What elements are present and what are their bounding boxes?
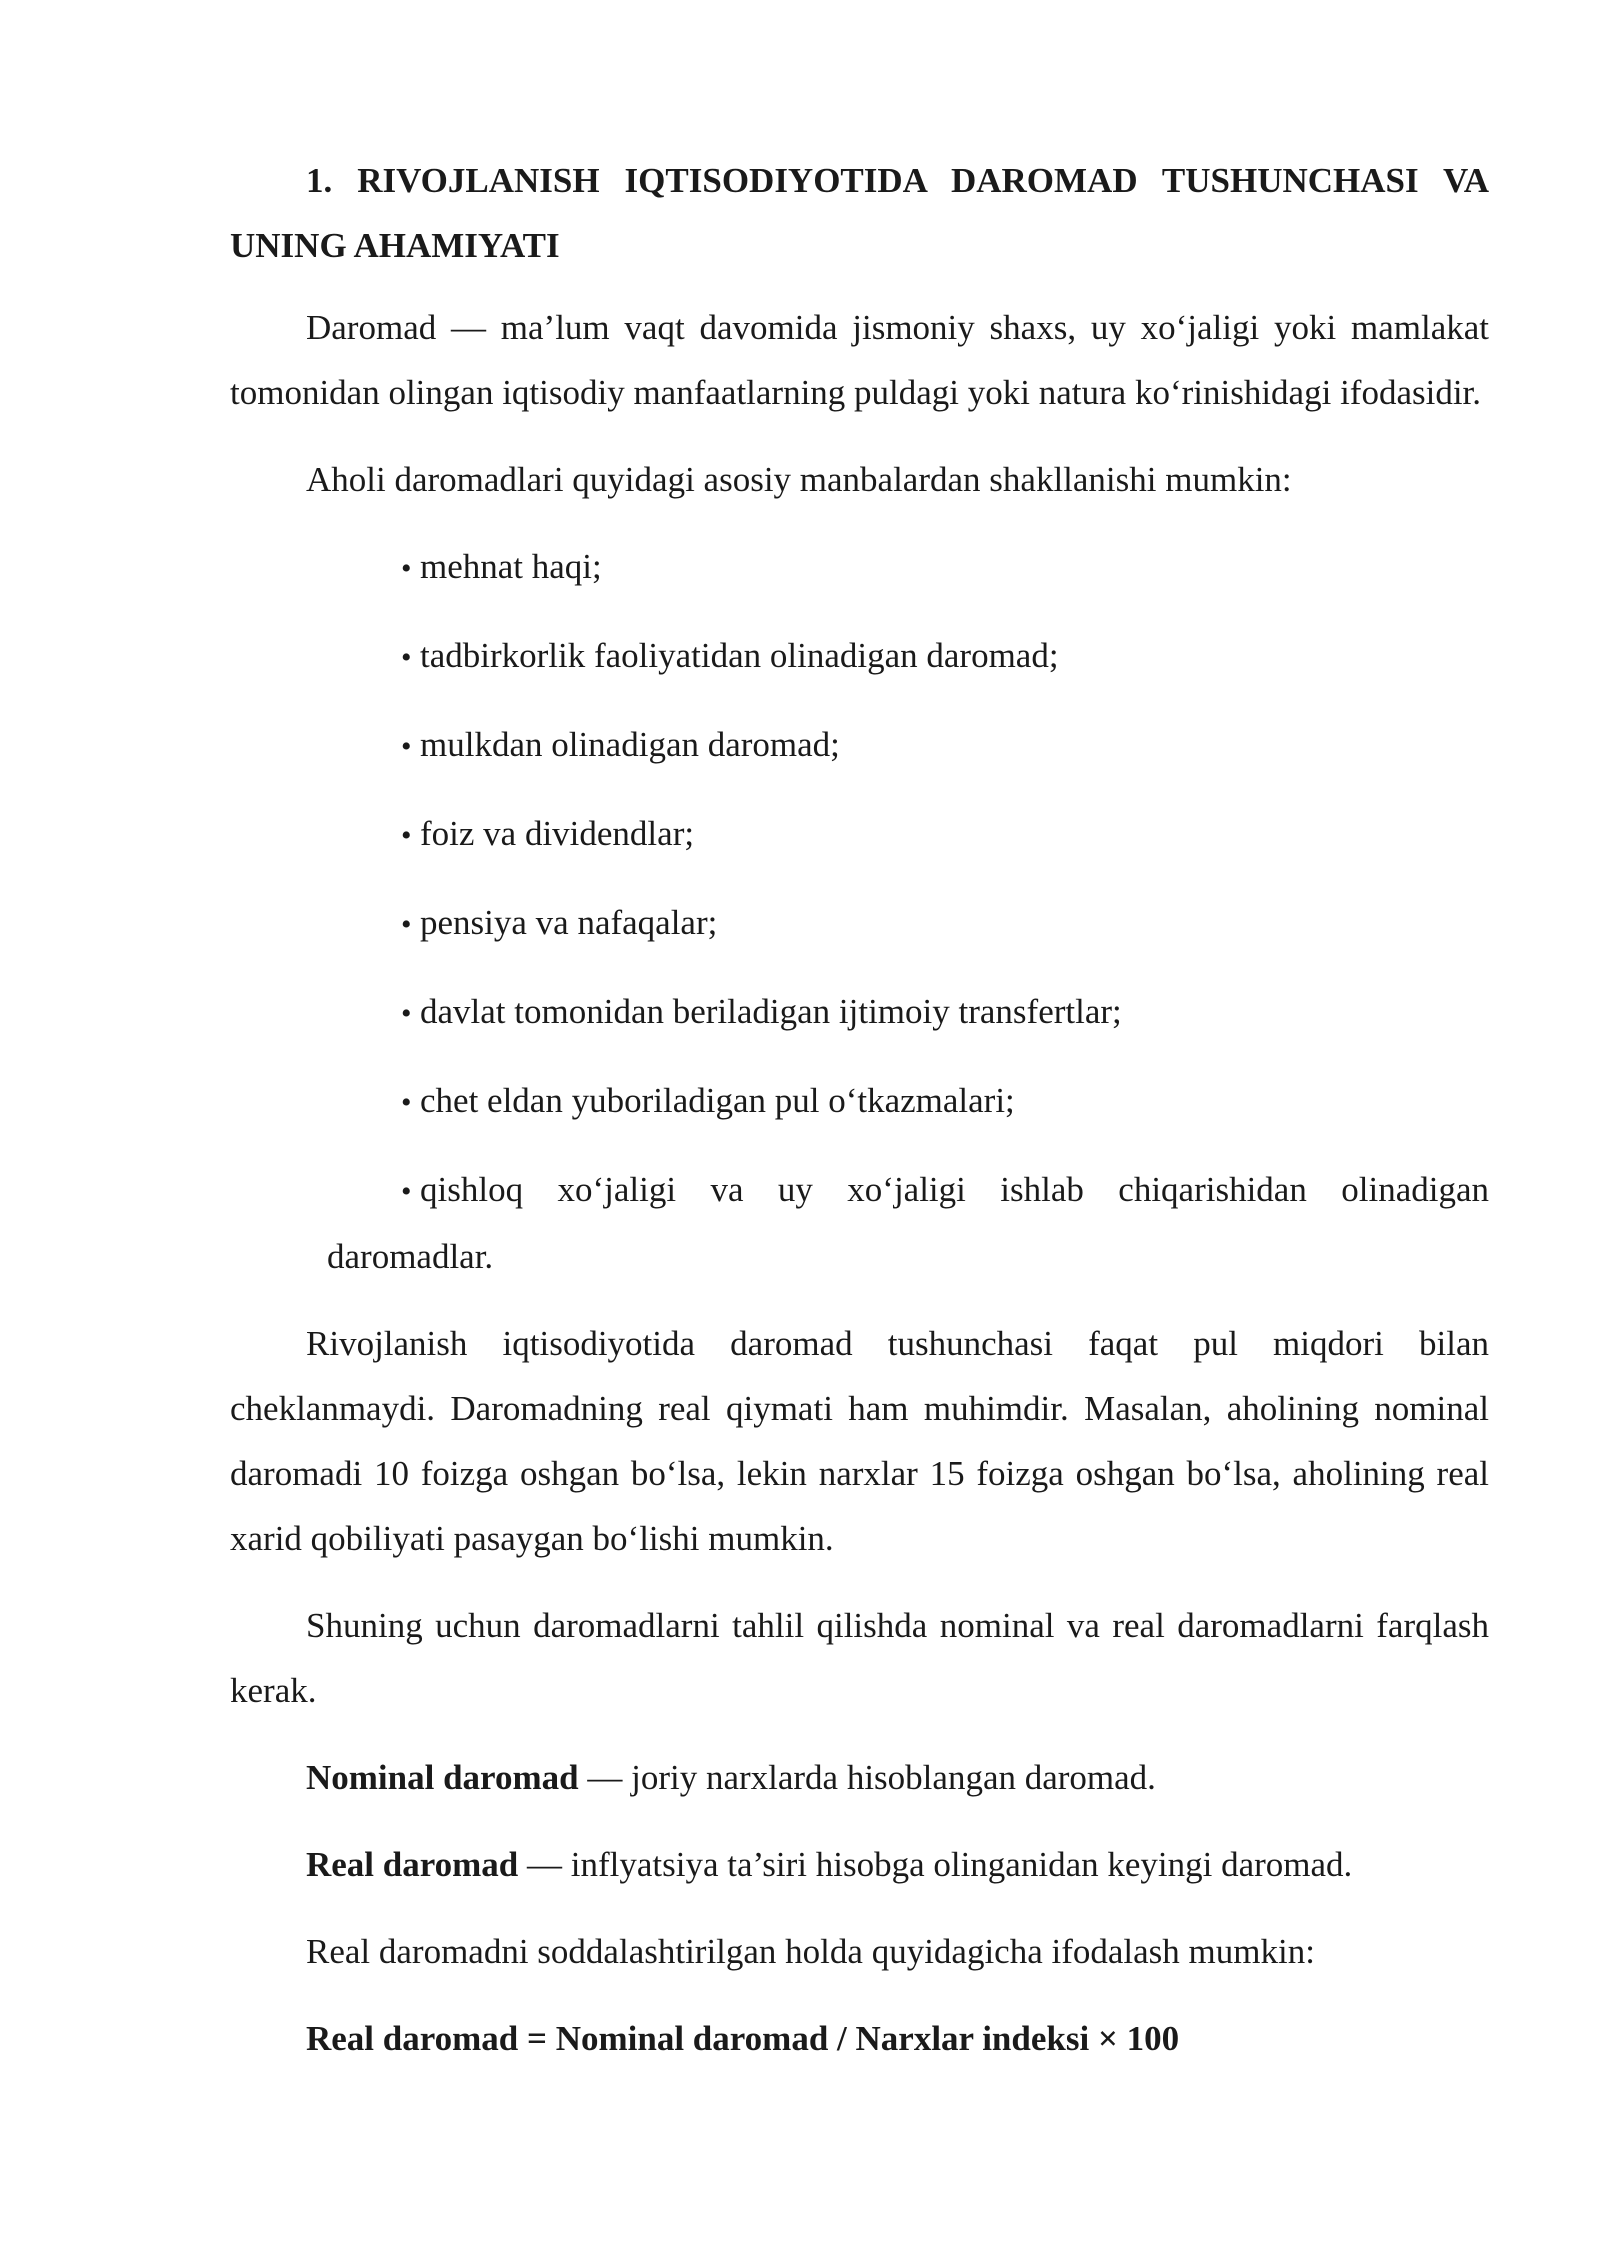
real-text: — inflyatsiya ta’siri hisobga olinganidan keyingi daromad.: [518, 1845, 1353, 1884]
list-item: [230, 890, 1489, 957]
section-title: 1. RIVOJLANISH IQTISODIYOTIDA DAROMAD TUSHUNCHASI VA UNING AHAMIYATI: [230, 161, 1489, 265]
nominal-term: Nominal daromad: [306, 1758, 579, 1797]
real-definition: [230, 1832, 1489, 1897]
list-item-text: pensiya va nafaqalar;: [420, 903, 718, 942]
list-item-text: qishloq xo‘jaligi va uy xo‘jaligi ishlab chiqarishidan olinadigan: [420, 1170, 1489, 1209]
nominal-text: — joriy narxlarda hisoblangan daromad.: [578, 1758, 1156, 1797]
bullet-icon: •: [401, 730, 412, 763]
nominal-definition: [230, 1745, 1489, 1810]
definition-paragraph: Daromad — ma’lum vaqt davomida jismoniy shaxs, uy xo‘jaligi yoki mamlakat tomonidan olingan iqtisodiy manfaatlarning puldagi yoki natura ko‘rinishidagi ifodasidir.: [230, 308, 1489, 412]
list-item: [230, 534, 1489, 601]
bullet-icon: •: [401, 819, 412, 852]
list-item: [230, 623, 1489, 690]
real-value-paragraph: Rivojlanish iqtisodiyotida daromad tushunchasi faqat pul miqdori bilan cheklanmaydi. Daromadning real qiymati ham muhimdir. Masalan, aholining nominal daromadi 10 foizga oshgan bo‘lsa, lekin narxlar 15 foizga oshgan bo‘lsa, aholining real xarid qobiliyati pasaygan bo‘lishi mumkin.: [230, 1324, 1489, 1558]
document-page: [230, 148, 1489, 2071]
bullet-icon: •: [401, 552, 412, 585]
list-item-text: mehnat haqi;: [420, 547, 602, 586]
bullet-icon: •: [401, 908, 412, 941]
list-item: [230, 801, 1489, 868]
list-item: [230, 1157, 1489, 1289]
list-item-text: foiz va dividendlar;: [420, 814, 695, 853]
income-sources-list: [230, 534, 1489, 1289]
bullet-icon: •: [401, 1175, 412, 1208]
list-item-text: davlat tomonidan beriladigan ijtimoiy transfertlar;: [420, 992, 1122, 1031]
bullet-icon: •: [401, 641, 412, 674]
bullet-icon: •: [401, 997, 412, 1030]
formula-intro-paragraph: Real daromadni soddalashtirilgan holda quyidagicha ifodalash mumkin:: [306, 1932, 1315, 1971]
list-item-continuation: daromadlar.: [327, 1237, 494, 1276]
bullet-icon: •: [401, 1086, 412, 1119]
list-item: [230, 712, 1489, 779]
real-income-formula: Real daromad = Nominal daromad / Narxlar indeksi × 100: [306, 2019, 1180, 2058]
list-item: [230, 979, 1489, 1046]
distinguish-paragraph: Shuning uchun daromadlarni tahlil qilishda nominal va real daromadlarni farqlash kerak.: [230, 1606, 1489, 1710]
list-item-text: mulkdan olinadigan daromad;: [420, 725, 840, 764]
sources-intro-paragraph: Aholi daromadlari quyidagi asosiy manbalardan shakllanishi mumkin:: [306, 460, 1292, 499]
list-item-text: chet eldan yuboriladigan pul o‘tkazmalari;: [420, 1081, 1015, 1120]
list-item: [230, 1068, 1489, 1135]
real-term: Real daromad: [306, 1845, 519, 1884]
list-item-text: tadbirkorlik faoliyatidan olinadigan daromad;: [420, 636, 1059, 675]
